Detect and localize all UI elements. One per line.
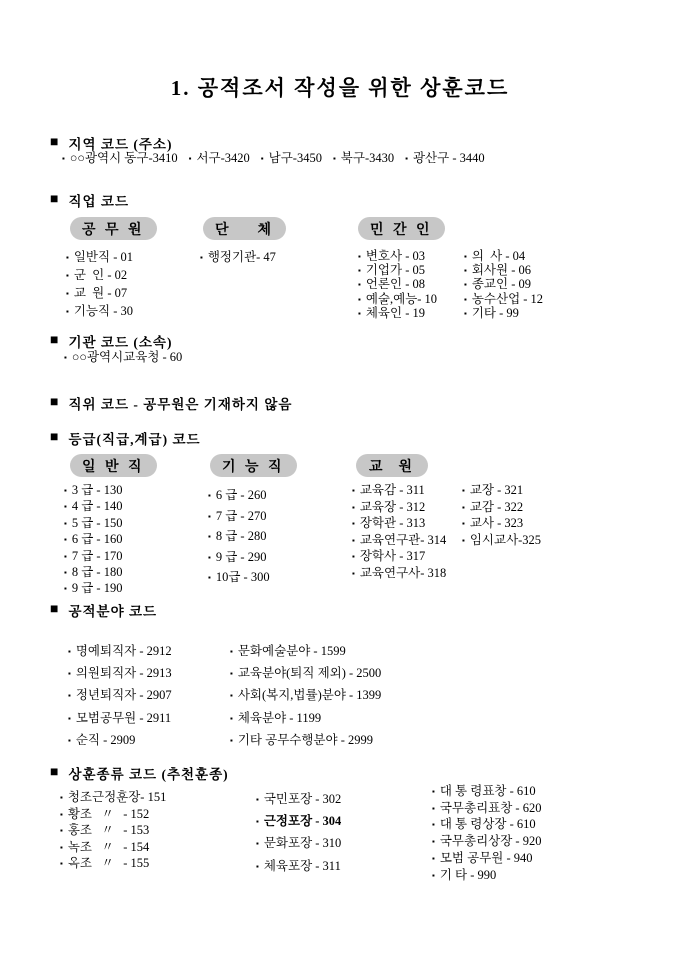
- merit-field-list-col2: [230, 641, 381, 752]
- list-item-label: 근정포장 - 304: [263, 814, 342, 829]
- bullet-icon: ▪: [66, 253, 69, 262]
- bullet-icon: ▪: [188, 154, 192, 163]
- list-item: [230, 685, 381, 707]
- list-item-label: 광산구 - 3440: [412, 151, 485, 165]
- bullet-icon: ▪: [208, 532, 211, 542]
- bullet-icon: ▪: [358, 252, 361, 261]
- bullet-icon: ▪: [230, 669, 233, 679]
- bullet-icon: ▪: [64, 502, 67, 512]
- list-item: [66, 285, 133, 303]
- section-heading-agency-label: 기관 코드 (소속): [68, 335, 173, 350]
- bullet-icon: ▪: [464, 280, 467, 290]
- bullet-icon: ▪: [432, 870, 435, 880]
- bullet-icon: ▪: [260, 154, 264, 163]
- list-item: [333, 150, 394, 168]
- list-item-label: 행정기관- 47: [207, 250, 276, 264]
- list-item-label: 옥조 〃 - 155: [67, 856, 150, 871]
- group-header-civil-servant: 공 무 원: [70, 217, 157, 240]
- bullet-icon: ▪: [462, 519, 465, 529]
- list-item: [66, 249, 133, 267]
- list-item: [64, 499, 122, 515]
- list-item: [62, 150, 178, 168]
- section-heading-award-type-label: 상훈종류 코드 (추천훈종): [68, 767, 229, 782]
- list-item-label: 회사원 - 06: [471, 263, 531, 278]
- organization-code-list: [200, 249, 276, 267]
- bullet-icon: ▪: [68, 713, 71, 723]
- bullet-icon: ▪: [230, 647, 233, 656]
- bullet-icon: ▪: [352, 552, 355, 562]
- section-marker-icon: ■: [50, 192, 60, 207]
- bullet-icon: ▪: [64, 353, 67, 362]
- list-item: [64, 349, 182, 367]
- bullet-icon: ▪: [256, 817, 259, 827]
- list-item-label: 국무총리표창 - 620: [439, 800, 542, 815]
- section-heading-job-label: 직업 코드: [68, 194, 130, 209]
- bullet-icon: ▪: [66, 307, 69, 316]
- bullet-icon: ▪: [60, 859, 63, 869]
- list-item-label: 8 급 - 180: [71, 565, 123, 580]
- group-header-teacher: 교 원: [356, 454, 428, 477]
- teacher-grade-list-col1: [352, 483, 446, 583]
- list-item: [432, 801, 541, 818]
- list-item-label: 대 통 령표창 - 610: [439, 784, 536, 798]
- list-item: [208, 548, 270, 569]
- list-item: [64, 483, 122, 499]
- list-item: [66, 303, 133, 321]
- bullet-icon: ▪: [64, 518, 67, 528]
- list-item: [60, 790, 166, 807]
- merit-field-list-col1: [68, 641, 172, 752]
- list-item-label: 7 급 - 270: [215, 508, 267, 523]
- list-item: [464, 278, 543, 292]
- list-item-label: 9 급 - 290: [215, 549, 267, 564]
- list-item-label: 교 원 - 07: [73, 286, 128, 300]
- section-marker-icon: ■: [50, 395, 60, 410]
- group-header-general-service: 일 반 직: [70, 454, 157, 477]
- list-item-label: 교육분야(퇴직 제외) - 2500: [237, 666, 382, 681]
- list-item-label: 교육연구사- 318: [359, 565, 447, 580]
- list-item: [464, 307, 543, 321]
- list-item: [352, 483, 446, 500]
- list-item-label: 장학관 - 313: [359, 516, 426, 531]
- list-item-label: 예술,예능- 10: [365, 291, 438, 306]
- bullet-icon: ▪: [64, 551, 67, 561]
- bullet-icon: ▪: [432, 853, 435, 863]
- list-item-label: 기능직 - 30: [73, 304, 133, 318]
- bullet-icon: ▪: [68, 669, 71, 679]
- page-title: 1. 공적조서 작성을 위한 상훈코드: [170, 76, 510, 100]
- list-item-label: 일반직 - 01: [73, 250, 133, 264]
- section-heading-grade-label: 등급(직급,계급) 코드: [68, 432, 201, 447]
- list-item: [208, 527, 270, 548]
- list-item: [64, 549, 122, 565]
- list-item-label: 체육분야 - 1199: [237, 710, 322, 725]
- bullet-icon: ▪: [352, 535, 355, 545]
- list-item: [432, 868, 541, 885]
- section-heading-award-type: [50, 763, 229, 783]
- list-item-label: 대 통 령상장 - 610: [439, 817, 536, 832]
- section-marker-icon: ■: [50, 135, 60, 150]
- list-item: [68, 685, 172, 707]
- bullet-icon: ▪: [256, 861, 259, 871]
- list-item: [256, 811, 341, 833]
- list-item: [405, 150, 484, 168]
- list-item-label: 남구-3450: [268, 151, 322, 165]
- list-item: [68, 663, 172, 685]
- list-item-label: 기업가 - 05: [365, 263, 425, 278]
- list-item-label: 기타 - 99: [471, 305, 519, 320]
- bullet-icon: ▪: [432, 803, 435, 813]
- list-item: [352, 533, 446, 550]
- list-item: [60, 840, 166, 857]
- list-item: [358, 278, 437, 292]
- bullet-icon: ▪: [464, 252, 467, 261]
- list-item-label: 녹조 〃 - 154: [67, 839, 150, 854]
- award-type-list-col1: [60, 790, 166, 873]
- list-item: [261, 150, 322, 168]
- list-item-label: 사회(복지,법률)분야 - 1399: [237, 688, 382, 703]
- civilian-code-list-col1: [358, 250, 437, 321]
- bullet-icon: ▪: [208, 552, 211, 562]
- list-item: [352, 549, 446, 566]
- section-heading-position: [50, 393, 292, 413]
- list-item: [60, 856, 166, 873]
- bullet-icon: ▪: [352, 568, 355, 578]
- list-item-label: ○○광역시교육청 - 60: [71, 350, 183, 364]
- bullet-icon: ▪: [462, 535, 465, 545]
- list-item: [432, 851, 541, 868]
- bullet-icon: ▪: [352, 502, 355, 512]
- civil-servant-code-list: [66, 249, 133, 321]
- list-item-label: 장학사 - 317: [359, 549, 426, 564]
- bullet-icon: ▪: [66, 289, 69, 298]
- list-item: [60, 807, 166, 824]
- section-heading-merit-field-label: 공적분야 코드: [68, 604, 158, 619]
- list-item: [256, 789, 341, 811]
- list-item: [200, 249, 276, 267]
- list-item: [230, 663, 381, 685]
- bullet-icon: ▪: [64, 535, 67, 545]
- list-item: [352, 566, 446, 583]
- list-item: [64, 581, 122, 597]
- bullet-icon: ▪: [464, 308, 467, 318]
- list-item-label: 언론인 - 08: [365, 277, 425, 292]
- bullet-icon: ▪: [256, 795, 259, 804]
- section-marker-icon: ■: [50, 765, 60, 780]
- list-item: [68, 730, 172, 752]
- bullet-icon: ▪: [230, 735, 233, 745]
- section-heading-job: [50, 190, 129, 210]
- list-item: [462, 516, 541, 533]
- award-type-list-col3: [432, 784, 541, 884]
- list-item: [462, 533, 541, 550]
- bullet-icon: ▪: [64, 486, 67, 495]
- list-item-label: 북구-3430: [340, 151, 395, 165]
- general-service-grade-list: [64, 483, 122, 598]
- bullet-icon: ▪: [62, 154, 65, 163]
- list-item-label: 9 급 - 190: [71, 581, 123, 596]
- bullet-icon: ▪: [64, 584, 67, 594]
- bullet-icon: ▪: [68, 691, 71, 701]
- section-heading-position-label: 직위 코드 - 공무원은 기재하지 않음: [68, 397, 293, 412]
- bullet-icon: ▪: [405, 154, 408, 163]
- bullet-icon: ▪: [208, 573, 211, 583]
- list-item-label: 문화예술분야 - 1599: [237, 644, 346, 658]
- list-item-label: 체육인 - 19: [365, 305, 425, 320]
- list-item-label: 3 급 - 130: [71, 483, 123, 497]
- list-item: [68, 708, 172, 730]
- list-item-label: 기 타 - 990: [439, 867, 497, 882]
- agency-code-list: [64, 349, 182, 367]
- list-item-label: 군 인 - 02: [73, 268, 128, 282]
- section-marker-icon: ■: [50, 430, 60, 445]
- award-type-list-col2: [256, 789, 341, 878]
- bullet-icon: ▪: [432, 820, 435, 830]
- list-item-label: 5 급 - 150: [71, 515, 123, 530]
- list-item-label: 청조근정훈장- 151: [67, 790, 167, 804]
- list-item: [68, 641, 172, 663]
- list-item-label: 의원퇴직자 - 2913: [75, 666, 172, 681]
- list-item-label: 6 급 - 160: [71, 532, 123, 547]
- list-item-label: 10급 - 300: [215, 570, 270, 585]
- bullet-icon: ▪: [208, 491, 211, 500]
- list-item-label: 교육감 - 311: [359, 483, 425, 497]
- list-item: [358, 307, 437, 321]
- bullet-icon: ▪: [60, 809, 63, 819]
- list-item: [352, 500, 446, 517]
- list-item-label: 8 급 - 280: [215, 529, 267, 544]
- bullet-icon: ▪: [60, 842, 63, 852]
- bullet-icon: ▪: [208, 511, 211, 521]
- bullet-icon: ▪: [230, 691, 233, 701]
- list-item-label: 모범 공무원 - 940: [439, 850, 533, 865]
- list-item-label: 국무총리상장 - 920: [439, 834, 542, 849]
- list-item: [64, 516, 122, 532]
- list-item-label: 모범공무원 - 2911: [75, 710, 172, 725]
- list-item: [352, 516, 446, 533]
- bullet-icon: ▪: [60, 826, 63, 836]
- group-header-organization: 단 체: [203, 217, 286, 240]
- section-heading-region-label: 지역 코드 (주소): [68, 137, 173, 152]
- list-item: [60, 823, 166, 840]
- list-item: [208, 507, 270, 528]
- list-item: [256, 856, 341, 878]
- list-item: [256, 833, 341, 855]
- list-item-label: 교사 - 323: [469, 516, 524, 531]
- list-item-label: 순직 - 2909: [75, 732, 136, 747]
- civilian-code-list-col2: [464, 250, 543, 321]
- list-item: [230, 730, 381, 752]
- teacher-grade-list-col2: [462, 483, 541, 549]
- section-heading-grade: [50, 428, 201, 448]
- list-item: [189, 150, 250, 168]
- list-item-label: 문화포장 - 310: [263, 836, 342, 851]
- bullet-icon: ▪: [464, 294, 467, 304]
- bullet-icon: ▪: [230, 713, 233, 723]
- bullet-icon: ▪: [66, 271, 69, 280]
- list-item-label: 교육장 - 312: [359, 499, 426, 514]
- list-item: [432, 817, 541, 834]
- bullet-icon: ▪: [332, 154, 336, 163]
- list-item-label: 4 급 - 140: [71, 499, 123, 514]
- list-item: [64, 565, 122, 581]
- bullet-icon: ▪: [68, 647, 71, 656]
- bullet-icon: ▪: [358, 280, 361, 290]
- list-item-label: 기타 공무수행분야 - 2999: [237, 732, 373, 747]
- bullet-icon: ▪: [64, 568, 67, 578]
- list-item-label: 국민포장 - 302: [263, 792, 342, 806]
- section-heading-agency: [50, 331, 172, 351]
- list-item-label: 황조 〃 - 152: [67, 806, 150, 821]
- group-header-technical-service: 기 능 직: [210, 454, 297, 477]
- list-item-label: 종교인 - 09: [471, 277, 531, 292]
- list-item: [464, 293, 543, 307]
- bullet-icon: ▪: [256, 839, 259, 849]
- list-item: [462, 500, 541, 517]
- list-item: [230, 641, 381, 663]
- list-item-label: 체육포장 - 311: [263, 858, 341, 873]
- section-marker-icon: ■: [50, 333, 60, 348]
- section-heading-merit-field: [50, 600, 157, 620]
- list-item-label: 홍조 〃 - 153: [67, 823, 150, 838]
- bullet-icon: ▪: [464, 266, 467, 276]
- bullet-icon: ▪: [60, 793, 63, 802]
- list-item-label: 교감 - 322: [469, 499, 524, 514]
- list-item: [208, 568, 270, 589]
- list-item: [358, 293, 437, 307]
- technical-service-grade-list: [208, 486, 270, 589]
- list-item-label: ○○광역시 동구-3410: [69, 151, 178, 165]
- list-item-label: 교육연구관- 314: [359, 532, 447, 547]
- list-item: [432, 784, 541, 801]
- bullet-icon: ▪: [200, 253, 203, 262]
- bullet-icon: ▪: [432, 787, 435, 796]
- bullet-icon: ▪: [352, 519, 355, 529]
- bullet-icon: ▪: [432, 837, 435, 847]
- list-item-label: 농수산업 - 12: [471, 291, 544, 306]
- region-code-list: [62, 150, 485, 168]
- bullet-icon: ▪: [358, 308, 361, 318]
- list-item-label: 정년퇴직자 - 2907: [75, 688, 172, 703]
- list-item-label: 6 급 - 260: [215, 488, 267, 502]
- bullet-icon: ▪: [462, 486, 465, 495]
- bullet-icon: ▪: [358, 294, 361, 304]
- section-marker-icon: ■: [50, 602, 60, 617]
- bullet-icon: ▪: [352, 486, 355, 495]
- list-item-label: 7 급 - 170: [71, 548, 123, 563]
- list-item: [462, 483, 541, 500]
- bullet-icon: ▪: [462, 502, 465, 512]
- list-item: [66, 267, 133, 285]
- list-item-label: 명예퇴직자 - 2912: [75, 644, 172, 658]
- bullet-icon: ▪: [358, 266, 361, 276]
- list-item-label: 교장 - 321: [469, 483, 524, 497]
- list-item-label: 임시교사-325: [469, 532, 542, 547]
- list-item: [432, 834, 541, 851]
- list-item-label: 의 사 - 04: [471, 249, 526, 263]
- list-item: [208, 486, 270, 507]
- list-item-label: 서구-3420: [196, 151, 250, 165]
- bullet-icon: ▪: [68, 735, 71, 745]
- list-item: [230, 708, 381, 730]
- group-header-civilian: 민 간 인: [358, 217, 445, 240]
- list-item-label: 변호사 - 03: [365, 249, 425, 263]
- list-item: [64, 532, 122, 548]
